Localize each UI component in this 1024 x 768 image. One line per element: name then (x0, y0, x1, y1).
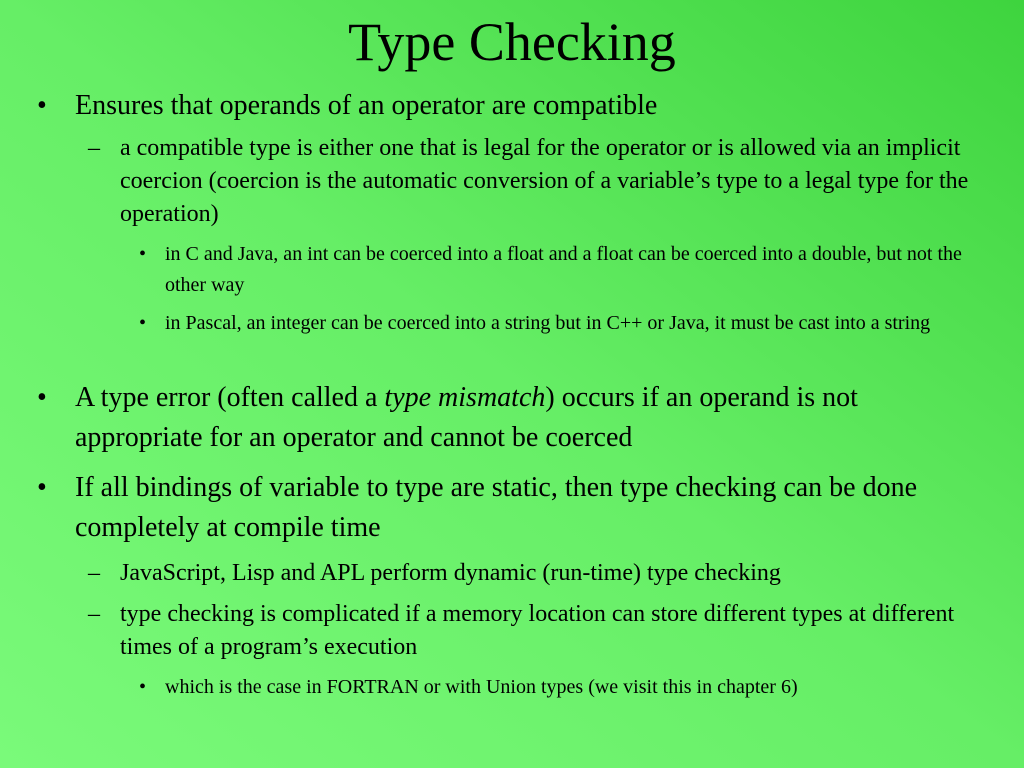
bullet-text: Ensures that operands of an operator are compatible (75, 90, 658, 121)
bullet-dot-icon: • (37, 382, 47, 413)
bullet-text: in Pascal, an integer can be coerced into a string but in C++ or Java, it must be cast into a string (165, 312, 931, 334)
bullet-dot-icon: • (37, 472, 47, 503)
bullet-dash-icon: – (88, 135, 100, 161)
bullet-item-level1 (37, 378, 990, 458)
bullet-text: JavaScript, Lisp and APL perform dynamic (run-time) type checking (120, 560, 781, 586)
bullet-text: which is the case in FORTRAN or with Union types (we visit this in chapter 6) (165, 676, 798, 698)
bullet-item-level3 (139, 239, 1005, 300)
bullet-item-level2 (88, 598, 1000, 664)
bullet-item-level3 (139, 308, 1005, 339)
bullet-text: If all bindings of variable to type are static, then type checking can be done completely at compile time (75, 472, 918, 543)
bullet-item-level1 (37, 468, 990, 548)
bullet-text-before: A type error (often called a (75, 382, 385, 413)
bullet-item-level1 (37, 86, 990, 126)
bullet-text: type checking is complicated if a memory location can store different types at different times of a program’s execution (120, 601, 955, 660)
bullet-item-level3 (139, 672, 1005, 703)
bullet-dot-icon: • (139, 312, 147, 334)
bullet-item-level2 (88, 557, 1000, 590)
bullet-text-emphasis: type mismatch (384, 382, 546, 413)
bullet-dash-icon: – (88, 560, 100, 586)
slide-title: Type Checking (348, 12, 676, 72)
bullet-text: in C and Java, an int can be coerced into a float and a float can be coerced into a double, but not the other way (165, 243, 962, 296)
bullet-dash-icon: – (88, 601, 100, 627)
bullet-dot-icon: • (37, 90, 47, 121)
bullet-dot-icon: • (139, 243, 147, 265)
bullet-dot-icon: • (139, 676, 147, 698)
bullet-text: a compatible type is either one that is legal for the operator or is allowed via an implicit coercion (coercion is the automatic conversion of a variable’s type to a legal type for the operation) (120, 135, 969, 227)
bullet-item-level2 (88, 132, 1000, 231)
bullet-text-after: ) occurs if an operand is not appropriate for an operator and cannot be coerced (75, 382, 858, 453)
